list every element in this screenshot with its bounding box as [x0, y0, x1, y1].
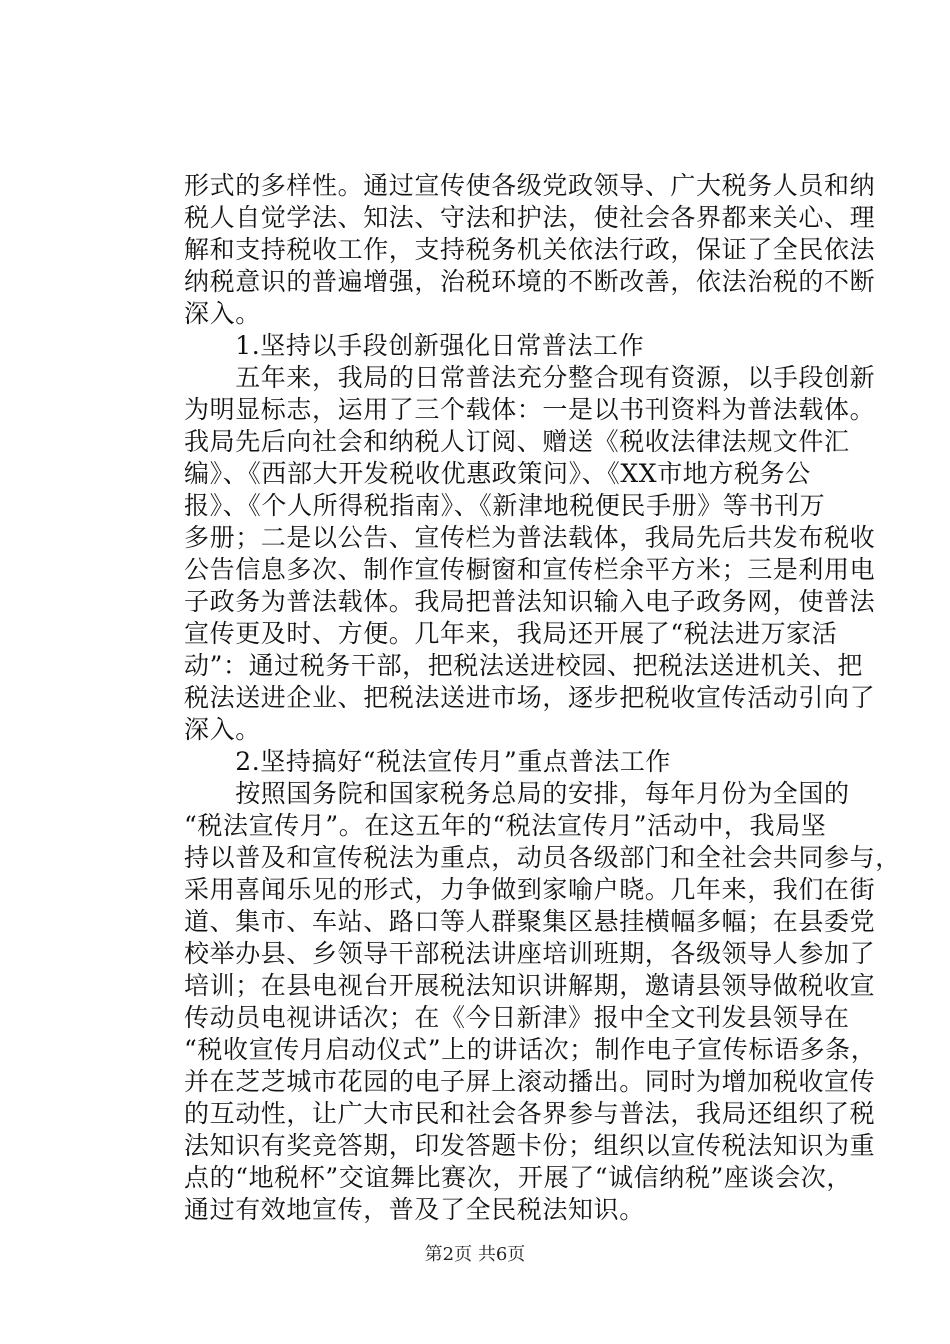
text-line: 按照国务院和国家税务总局的安排，每年月份为全国的 — [184, 779, 850, 808]
text-line: 解和支持税收工作，支持税务机关依法行政，保证了全民依法 — [184, 235, 876, 264]
text-line: 通过有效地宣传，普及了全民税法知识。 — [184, 1195, 645, 1224]
text-line: 为明显标志，运用了三个载体：一是以书刊资料为普法载体。 — [184, 395, 876, 424]
text-line: 纳税意识的普遍增强，治税环境的不断改善，依法治税的不断 — [184, 267, 876, 296]
text-line: 形式的多样性。通过宣传使各级党政领导、广大税务人员和纳 — [184, 171, 876, 200]
text-line: 多册；二是以公告、宣传栏为普法载体，我局先后共发布税收 — [184, 523, 876, 552]
text-line: 宣传更及时、方便。几年来，我局还开展了“税法进万家活 — [184, 619, 838, 648]
text-line: 深入。 — [184, 715, 261, 744]
text-line: 动”：通过税务干部，把税法送进校园、把税法送进机关、把 — [184, 651, 863, 680]
text-line: 法知识有奖竞答期，印发答题卡份；组织以宣传税法知识为重 — [184, 1131, 876, 1160]
text-line: 点的“地税杯”交谊舞比赛次，开展了“诚信纳税”座谈会次， — [184, 1163, 852, 1192]
text-line: 编》、《西部大开发税收优惠政策问》、《XX市地方税务公 — [184, 459, 811, 488]
document-body — [184, 170, 901, 1226]
text-line: “税收宣传月启动仪式”上的讲话次；制作电子宣传标语多条， — [184, 1035, 877, 1064]
text-line: 五年来，我局的日常普法充分整合现有资源，以手段创新 — [184, 363, 876, 392]
page-footer — [0, 1243, 950, 1267]
text-line: 报》、《个人所得税指南》、《新津地税便民手册》等书刊万 — [184, 491, 826, 520]
text-line: 的互动性，让广大市民和社会各界参与普法，我局还组织了税 — [184, 1099, 876, 1128]
text-line: 并在芝芝城市花园的电子屏上滚动播出。同时为增加税收宣传 — [184, 1067, 876, 1096]
text-line: 公告信息多次、制作宣传橱窗和宣传栏余平方米；三是利用电 — [184, 555, 876, 584]
text-line: 深入。 — [184, 299, 261, 328]
text-line: 道、集市、车站、路口等人群聚集区悬挂横幅多幅；在县委党 — [184, 907, 876, 936]
text-line: 持以普及和宣传税法为重点，动员各级部门和全社会共同参与， — [184, 843, 901, 872]
text-line: 子政务为普法载体。我局把普法知识输入电子政务网，使普法 — [184, 587, 876, 616]
section-heading-2: 2.坚持搞好“税法宣传月”重点普法工作 — [184, 747, 672, 776]
text-line: 采用喜闻乐见的形式，力争做到家喻户晓。几年来，我们在街 — [184, 875, 876, 904]
text-line: “税法宣传月”。在这五年的“税法宣传月”活动中，我局坚 — [184, 811, 827, 840]
text-line: 我局先后向社会和纳税人订阅、赠送《税收法律法规文件汇 — [184, 427, 850, 456]
text-line: 校举办县、乡领导干部税法讲座培训班期，各级领导人参加了 — [184, 939, 876, 968]
text-line: 培训；在县电视台开展税法知识讲解期，邀请县领导做税收宣 — [184, 971, 876, 1000]
section-heading-1: 1.坚持以手段创新强化日常普法工作 — [184, 331, 645, 360]
text-line: 税法送进企业、把税法送进市场，逐步把税收宣传活动引向了 — [184, 683, 876, 712]
page-number-label: 第2页 共6页 — [424, 1244, 526, 1265]
text-line: 传动员电视讲话次；在《今日新津》报中全文刊发县领导在 — [184, 1003, 850, 1032]
text-line: 税人自觉学法、知法、守法和护法，使社会各界都来关心、理 — [184, 203, 876, 232]
